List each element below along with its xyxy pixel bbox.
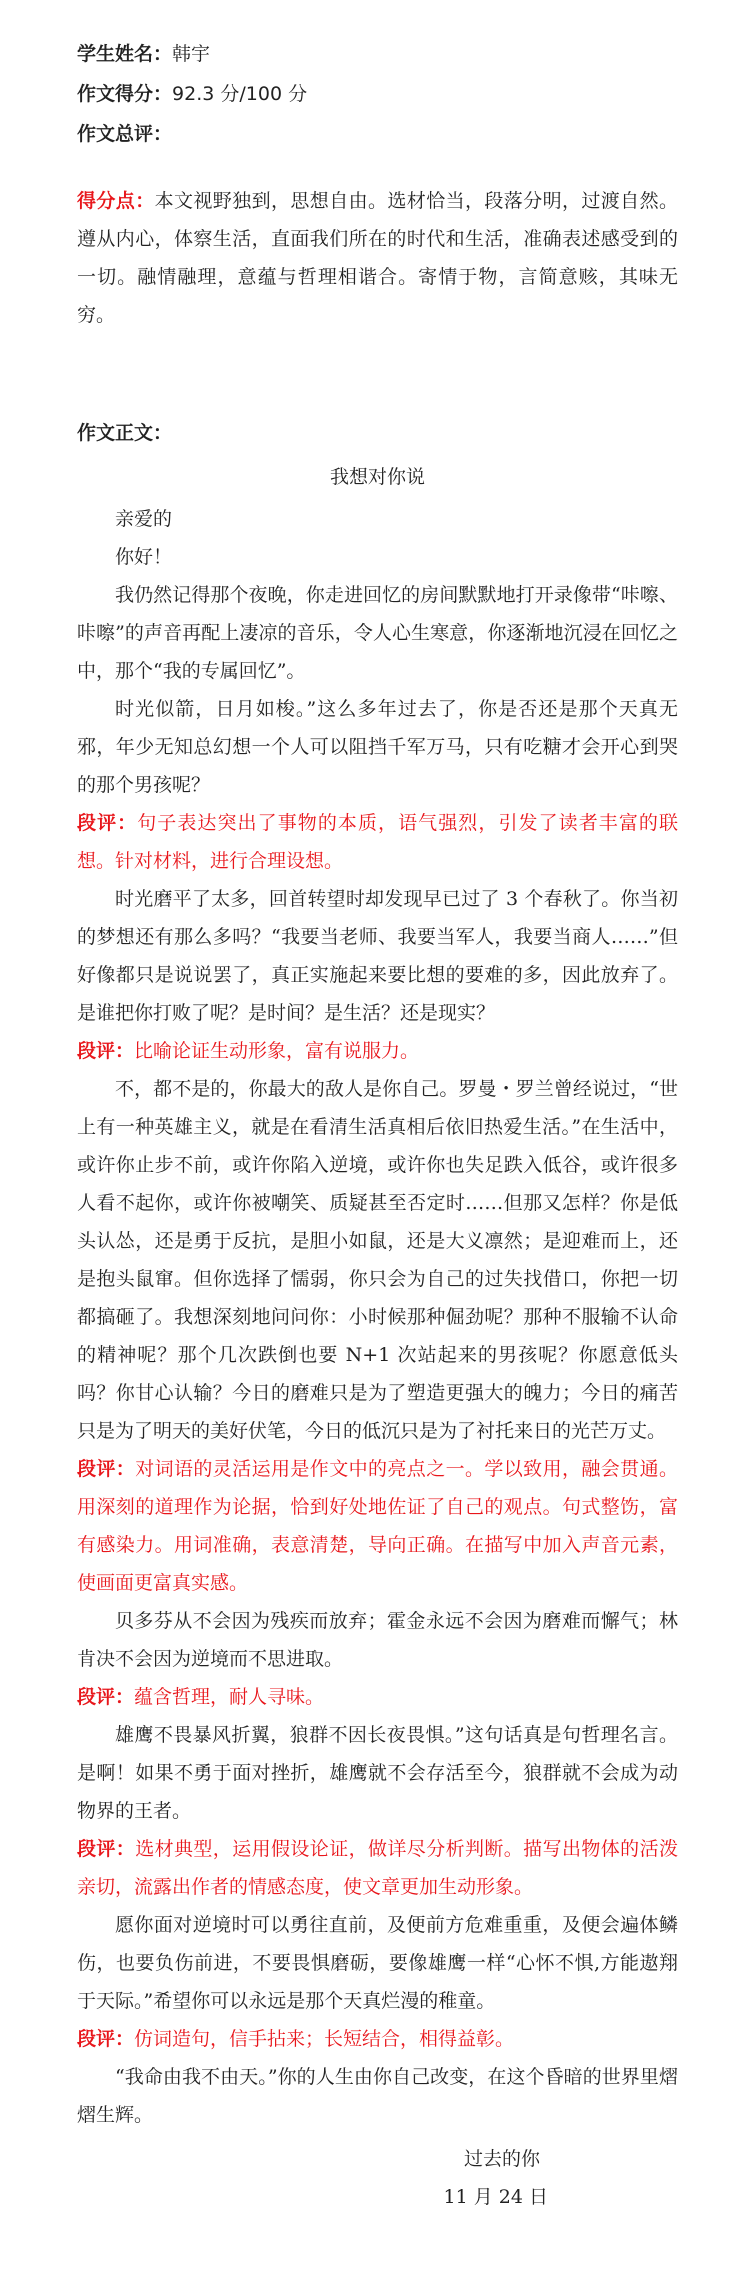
- paragraph-comment-text: 句子表达突出了事物的本质，语气强烈，引发了读者丰富的联想。针对材料，进行合理设想。: [77, 812, 678, 872]
- paragraph-comment-label: 段评：: [77, 1838, 136, 1860]
- paragraph-comment-text: 仿词造句，信手拈来；长短结合，相得益彰。: [134, 2028, 515, 2050]
- essay-signature: 过去的你: [463, 2148, 540, 2170]
- essay-paragraph: 时光磨平了太多，回首转望时却发现早已过了 3 个春秋了。你当初的梦想还有那么多吗？“我要当老师、我要当军人，我要当商人……”但好像都只是说说罢了，真正实施起来要比想的要难的多，因此放弃了。是谁把你打败了呢？是时间？是生活？还是现实？: [77, 888, 678, 1024]
- paragraph-comment: [77, 1830, 678, 1906]
- paragraph-comment-text: 选材典型，运用假设论证，做详尽分析判断。描写出物体的活泼亲切，流露出作者的情感态度，使文章更加生动形象。: [77, 1838, 678, 1898]
- score-line: [77, 74, 678, 114]
- paragraph-comment-label: 段评：: [77, 2028, 135, 2050]
- essay-paragraph: 我仍然记得那个夜晚，你走进回忆的房间默默地打开录像带“咔嚓、咔嚓”的声音再配上凄凉的音乐，令人心生寒意，你逐渐地沉浸在回忆之中，那个“我的专属回忆”。: [77, 584, 678, 682]
- student-name-line: [77, 34, 678, 74]
- essay-paragraph: “我命由我不由天。”你的人生由你自己改变，在这个昏暗的世界里熠熠生辉。: [77, 2066, 678, 2126]
- essay-paragraph: 雄鹰不畏暴风折翼，狼群不因长夜畏惧。”这句话真是句哲理名言。是啊！如果不勇于面对挫折，雄鹰就不会存活至今，狼群就不会成为动物界的王者。: [77, 1724, 678, 1822]
- paragraph-comment-label: 段评：: [77, 812, 138, 834]
- scoring-points-label: 得分点：: [77, 190, 155, 212]
- paragraph-comment: [77, 1032, 678, 1070]
- score-label: 作文得分：: [77, 83, 173, 105]
- overall-review-line: [77, 114, 678, 154]
- essay-body-heading: 作文正文：: [77, 422, 173, 444]
- student-name-value: 韩宇: [172, 43, 211, 65]
- paragraph-comment: [77, 1450, 678, 1602]
- paragraph-comment-label: 段评：: [77, 1458, 136, 1480]
- overall-review-text: 本文视野独到，思想自由。选材恰当，段落分明，过渡自然。遵从内心，体察生活，直面我们所在的时代和生活，准确表述感受到的一切。融情融理，意蕴与哲理相谐合。寄情于物，言简意赅，其味无穷。: [77, 190, 678, 326]
- essay-paragraph: 贝多芬从不会因为残疾而放弃；霍金永远不会因为磨难而懈气；林肯决不会因为逆境而不思进取。: [77, 1610, 678, 1670]
- essay-paragraph: 不，都不是的，你最大的敌人是你自己。罗曼・罗兰曾经说过，“世上有一种英雄主义，就是在看清生活真相后依旧热爱生活。”在生活中，或许你止步不前，或许你陷入逆境，或许你也失足跌入低谷，或许很多人看不起你，或许你被嘲笑、质疑甚至否定时……但那又怎样？你是低头认怂，还是勇于反抗，是胆小如鼠，还是大义凛然；是迎难而上，还是抱头鼠窜。但你选择了懦弱，你只会为自己的过失找借口，你把一切都搞砸了。我想深刻地问问你：小时候那种倔劲呢？那种不服输不认命的精神呢？那个几次跌倒也要 N+1 次站起来的男孩呢？你愿意低头吗？你甘心认输？今日的磨难只是为了塑造更强大的魄力；今日的痛苦只是为了明天的美好伏笔，今日的低沉只是为了衬托来日的光芒万丈。: [77, 1078, 678, 1442]
- paragraph-comment-text: 比喻论证生动形象，富有说服力。: [134, 1040, 420, 1062]
- overall-review: [77, 182, 678, 334]
- student-name-label: 学生姓名：: [77, 43, 173, 65]
- essay-title: 我想对你说: [329, 466, 425, 488]
- essay-paragraph: 时光似箭，日月如梭。”这么多年过去了，你是否还是那个天真无邪，年少无知总幻想一个人可以阻挡千军万马，只有吃糖才会开心到哭的那个男孩呢？: [77, 698, 678, 796]
- essay-date: 11 月 24 日: [443, 2186, 548, 2208]
- paragraph-comment: [77, 804, 678, 880]
- essay-paragraph: 愿你面对逆境时可以勇往直前，及便前方危难重重，及便会遍体鳞伤，也要负伤前进，不要畏惧磨砺，要像雄鹰一样“心怀不惧,方能遨翔于天际。”希望你可以永远是那个天真烂漫的稚童。: [77, 1914, 678, 2012]
- overall-review-label: 作文总评：: [77, 123, 173, 145]
- essay-salutation: 亲爱的: [115, 508, 173, 530]
- paragraph-comment-text: 蕴含哲理，耐人寻味。: [134, 1686, 325, 1708]
- paragraph-comment: [77, 2020, 678, 2058]
- paragraph-comment-text: 对词语的灵活运用是作文中的亮点之一。学以致用，融会贯通。用深刻的道理作为论据，恰到好处地佐证了自己的观点。句式整饬，富有感染力。用词准确，表意清楚，导向正确。在描写中加入声音元素，使画面更富真实感。: [77, 1458, 678, 1594]
- paragraph-comment: [77, 1678, 678, 1716]
- paragraph-comment-label: 段评：: [77, 1686, 135, 1708]
- paragraph-comment-label: 段评：: [77, 1040, 135, 1062]
- essay-greeting: 你好！: [115, 546, 173, 568]
- score-value: 92.3 分/100 分: [172, 83, 308, 105]
